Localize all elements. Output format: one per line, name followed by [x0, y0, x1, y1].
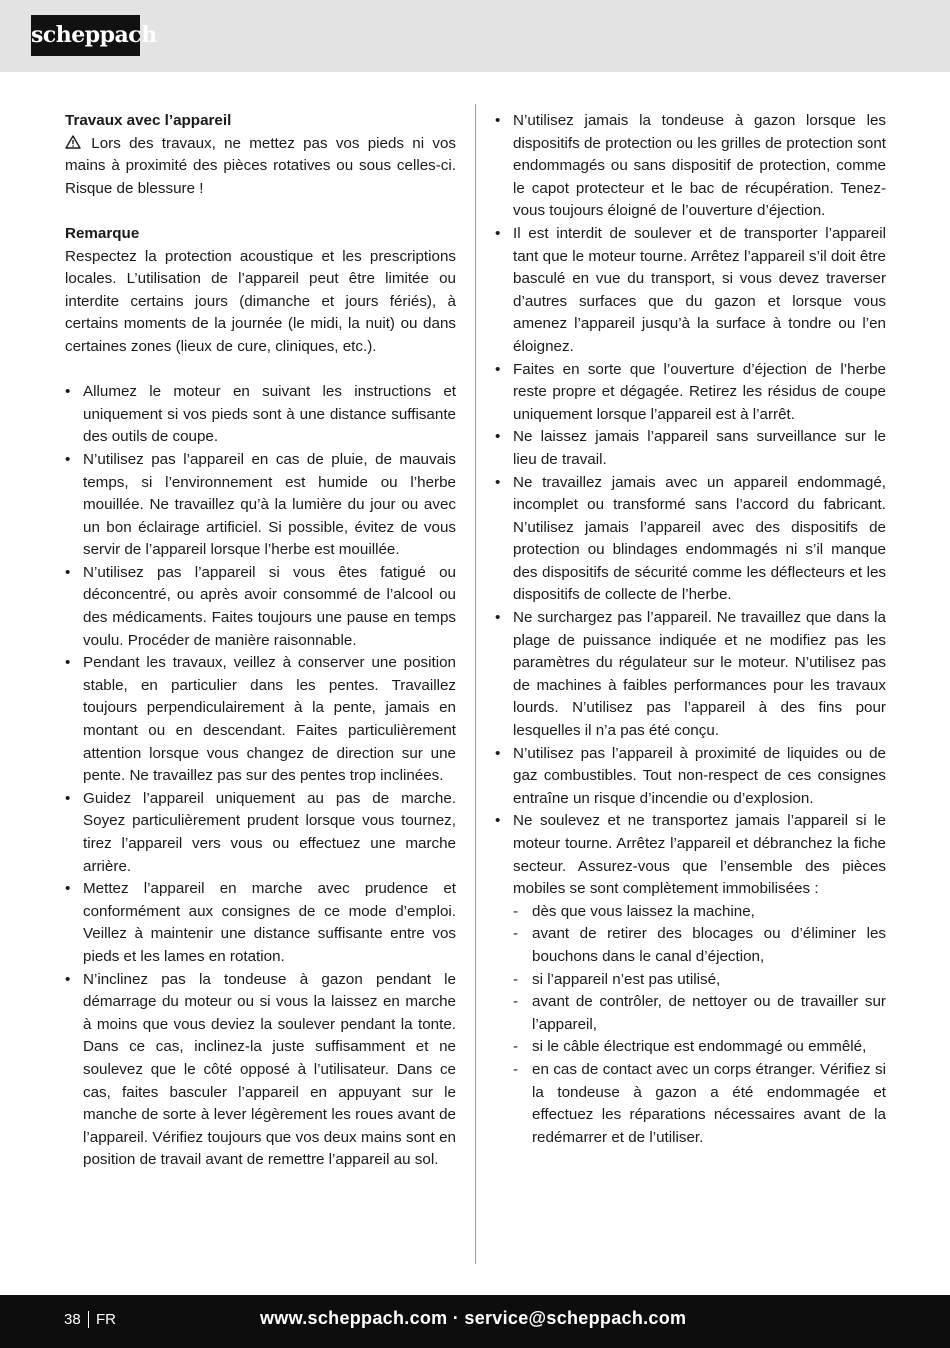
warning-paragraph	[65, 133, 456, 201]
left-bullet-list	[65, 381, 456, 1172]
sub-list-item: - si l’appareil n’est pas utilisé,	[513, 969, 886, 992]
footer-website[interactable]: www.scheppach.com · service@scheppach.com	[260, 1308, 687, 1328]
warning-triangle-icon	[65, 135, 81, 149]
page-header	[0, 0, 950, 72]
page-footer	[0, 1295, 950, 1348]
sub-list-item: - avant de contrôler, de nettoyer ou de travailler sur l’appareil,	[513, 991, 886, 1036]
warning-text: Lors des travaux, ne mettez pas vos pieds ni vos mains à proximité des pièces rotatives ou sous celles-ci. Risque de blessure !	[65, 134, 456, 197]
language-code: FR	[96, 1311, 116, 1328]
note-paragraph: Respectez la protection acoustique et les prescriptions locales. L’utilisation de l’appareil peut être limitée ou interdite certains jours (dimanche et jours fériés), à certains moments de la journée (le midi, la nuit) ou dans certaines zones (lieux de cure, cliniques, etc.).	[65, 247, 456, 355]
list-item: • N’utilisez pas l’appareil si vous êtes fatigué ou déconcentré, ou après avoir consommé de l’alcool ou des médicaments. Faites toujours une pause en temps voulu. Procéder de manière raisonnable.	[65, 562, 456, 652]
footer-separator	[88, 1311, 89, 1328]
sub-list-item: - avant de retirer des blocages ou d’éliminer les bouchons dans le canal d’éjection,	[513, 923, 886, 968]
list-item: • Faites en sorte que l’ouverture d’éjection de l’herbe reste propre et dégagée. Retirez les résidus de coupe uniquement lorsque l’appareil est à l’arrêt.	[495, 359, 886, 427]
list-item: • Mettez l’appareil en marche avec prudence et conformément aux consignes de ce mode d’emploi. Veillez à maintenir une distance suffisante entre vos pieds et les lames en rotation.	[65, 878, 456, 968]
right-bullet-list	[495, 110, 886, 1149]
left-column	[65, 110, 456, 1172]
column-divider	[475, 104, 476, 1264]
sub-list-item: - dès que vous laissez la machine,	[513, 901, 886, 924]
list-item: • Il est interdit de soulever et de transporter l’appareil tant que le moteur tourne. Arrêtez l’appareil s’il doit être basculé en vue du transport, si vous devez traverser d’autres surfaces que du gazon et lorsque vous amenez l’appareil jusqu’à la surface à tondre ou l’en éloignez.	[495, 223, 886, 359]
list-item: • N’utilisez jamais la tondeuse à gazon lorsque les dispositifs de protection ou les grilles de protection sont endommagés ou sans dispositif de protection, comme le capot protecteur et le bac de récupération. Tenez-vous toujours éloigné de l’ouverture d’éjection.	[495, 110, 886, 223]
right-column	[495, 110, 886, 1149]
list-item: • Pendant les travaux, veillez à conserver une position stable, en particulier dans les pentes. Travaillez toujours perpendiculairement à la pente, jamais en montant ou en descendant. Faites particulièrement attention lorsque vous changez de direction sur une pente. Ne travaillez pas sur des pentes trop inclinées.	[65, 652, 456, 788]
sub-list-item: - si le câble électrique est endommagé ou emmêlé,	[513, 1036, 886, 1059]
list-item: • Guidez l’appareil uniquement au pas de marche. Soyez particulièrement prudent lorsque vous tournez, tirez l’appareil vers vous ou effectuez une marche arrière.	[65, 788, 456, 878]
dash-sub-list	[513, 901, 886, 1150]
list-item: • Allumez le moteur en suivant les instructions et uniquement si vos pieds sont à une distance suffisante des outils de coupe.	[65, 381, 456, 449]
section-heading-note: Remarque	[65, 224, 140, 242]
section-heading-work: Travaux avec l’appareil	[65, 112, 232, 129]
list-item: • N’inclinez pas la tondeuse à gazon pendant le démarrage du moteur ou si vous la laissez en marche à moins que vous deviez la soulever pendant la tonte. Dans ce cas, inclinez-la juste suffisamment et ne soulevez que le côté opposé à l’utilisateur. Dans ce cas, faites basculer l’appareil en appuyant sur le manche de sorte à lever légèrement les roues avant de l’appareil. Vérifiez toujours que vos deux mains sont en position de travail avant de remettre l’appareil au sol.	[65, 969, 456, 1172]
page-number: 38	[64, 1311, 81, 1328]
list-item: • Ne laissez jamais l’appareil sans surveillance sur le lieu de travail.	[495, 426, 886, 471]
list-item: • Ne surchargez pas l’appareil. Ne travaillez que dans la plage de puissance indiquée et ne modifiez pas les paramètres du régulateur sur le moteur. N’utilisez pas de machines à faibles performances pour les travaux lourds. N’utilisez pas l’appareil à des fins pour lesquelles il n’a pas été conçu.	[495, 607, 886, 743]
sub-list-item: - en cas de contact avec un corps étranger. Vérifiez si la tondeuse à gazon a été endommagée et effectuez les réparations nécessaires avant de la redémarrer et de l’utiliser.	[513, 1059, 886, 1149]
list-item	[495, 810, 886, 1149]
list-item-text: Ne soulevez et ne transportez jamais l’appareil si le moteur tourne. Arrêtez l’appareil et débranchez la fiche secteur. Assurez-vous que l’ensemble des pièces mobiles se sont complètement immobilisées :	[513, 812, 886, 898]
brand-logo: scheppach	[31, 15, 140, 56]
list-item: • N’utilisez pas l’appareil à proximité de liquides ou de gaz combustibles. Tout non-respect de ces consignes entraîne un risque d’incendie ou d’explosion.	[495, 743, 886, 811]
list-item: • Ne travaillez jamais avec un appareil endommagé, incomplet ou transformé sans l’accord du fabricant. N’utilisez jamais l’appareil avec des dispositifs de protection ou blindages endommagés ni s’il manque des dispositifs de sécurité comme les déflecteurs et les dispositifs de collecte de l’herbe.	[495, 472, 886, 608]
list-item: • N’utilisez pas l’appareil en cas de pluie, de mauvais temps, si l’environnement est humide ou l’herbe mouillée. Ne travaillez qu’à la lumière du jour ou avec un bon éclairage artificiel. Si possible, évitez de vous servir de l’appareil lorsque l’herbe est mouillée.	[65, 449, 456, 562]
